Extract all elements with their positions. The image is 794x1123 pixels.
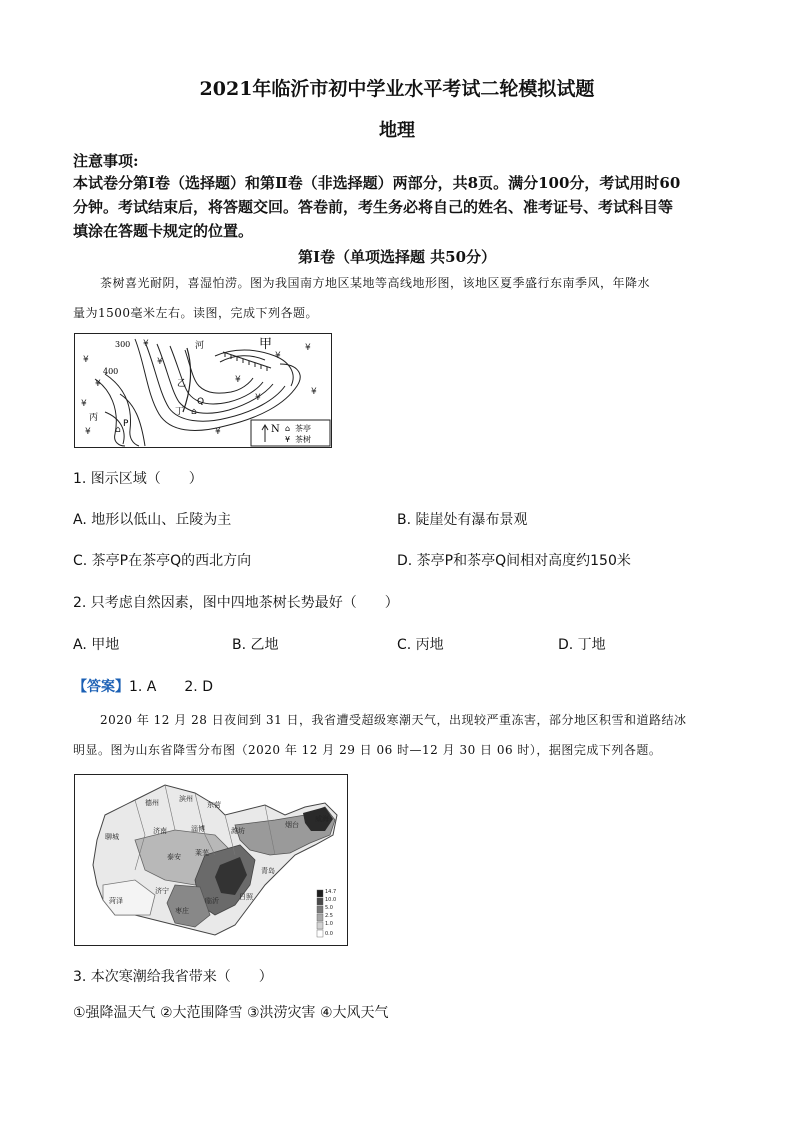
tea-tree-icon: ¥ — [235, 375, 241, 385]
notice-line: 填涂在答题卡规定的位置。 — [73, 222, 254, 240]
legend-swatch — [317, 914, 323, 921]
city-label: 东营 — [207, 801, 221, 809]
north-label: N — [271, 424, 280, 435]
legend-value: 10.0 — [325, 897, 337, 903]
contour-line — [105, 374, 139, 446]
city-label: 威海 — [315, 815, 329, 823]
answer-line — [73, 676, 213, 696]
legend-value: 14.7 — [325, 889, 337, 895]
city-label: 潍坊 — [231, 827, 245, 835]
question-3-stem: 3. 本次寒潮给我省带来（ ） — [73, 969, 273, 985]
city-label: 滨州 — [179, 795, 193, 803]
contour-map — [74, 333, 332, 448]
tea-tree-icon: ¥ — [305, 343, 311, 353]
tea-pavilion-legend-icon: ⌂ — [285, 424, 291, 433]
place-label-bing: 丙 — [89, 413, 99, 423]
city-label: 济南 — [153, 827, 167, 835]
tea-pavilion-icon: ⌂ — [191, 407, 197, 417]
contour-line — [215, 350, 293, 386]
city-label: 聊城 — [105, 833, 119, 841]
section-title: 第Ⅰ卷（单项选择题 共50分） — [297, 248, 497, 266]
legend-tea-tree: 茶树 — [295, 435, 311, 444]
tea-tree-icon: ¥ — [95, 379, 101, 389]
tea-tree-icon: ¥ — [83, 355, 89, 365]
contour-label-300: 300 — [115, 340, 131, 349]
city-label: 临沂 — [205, 897, 219, 905]
question-2-option-a: A. 甲地 — [73, 637, 120, 653]
point-label-q: Q — [197, 397, 205, 407]
legend-value: 0.0 — [325, 931, 333, 937]
city-label: 青岛 — [261, 867, 275, 875]
question-1-option-d: D. 茶亭P和茶亭Q间相对高度约150米 — [397, 553, 631, 569]
legend-value: 2.5 — [325, 913, 333, 919]
contour-line — [145, 342, 285, 421]
city-label: 淄博 — [191, 825, 205, 833]
legend-swatch — [317, 890, 323, 897]
tea-tree-icon: ¥ — [311, 387, 317, 397]
tea-tree-icon: ¥ — [275, 351, 281, 361]
question-1-option-b: B. 陡崖处有瀑布景观 — [397, 512, 528, 528]
question-3-choices: ①强降温天气 ②大范围降雪 ③洪涝灾害 ④大风天气 — [73, 1005, 389, 1021]
city-label: 枣庄 — [175, 907, 189, 915]
tea-pavilion-icon: ⌂ — [115, 425, 121, 435]
place-label-ding: 丁 — [175, 407, 185, 417]
question-2-option-b: B. 乙地 — [232, 637, 279, 653]
passage-2-line: 2020 年 12 月 28 日夜间到 31 日，我省遭受超级寒潮天气，出现较严重冻害，部分地区积雪和道路结冰 — [100, 713, 687, 727]
snowfall-map — [74, 774, 348, 946]
legend-value: 1.0 — [325, 921, 333, 927]
passage-1-line: 茶树喜光耐阴，喜湿怕涝。图为我国南方地区某地等高线地形图，该地区夏季盛行东南季风，年降水 — [100, 276, 651, 290]
city-label: 烟台 — [285, 821, 299, 829]
question-1-option-c: C. 茶亭P在茶亭Q的西北方向 — [73, 553, 252, 569]
notice-line: 本试卷分第Ⅰ卷（选择题）和第Ⅱ卷（非选择题）两部分，共8页。满分100分，考试用时60 — [73, 174, 681, 192]
river-label: 河 — [195, 341, 205, 351]
subject-title: 地理 — [379, 120, 415, 141]
place-label-jia: 甲 — [259, 337, 273, 352]
tea-tree-icon: ¥ — [85, 427, 91, 437]
tea-tree-icon: ¥ — [143, 339, 149, 349]
city-label: 济宁 — [155, 887, 169, 895]
question-2-option-c: C. 丙地 — [397, 637, 444, 653]
map-legend-box — [251, 420, 330, 446]
question-1-stem: 1. 图示区域（ ） — [73, 471, 203, 487]
contour-line — [170, 346, 263, 404]
legend-tea-pavilion: 茶亭 — [295, 424, 311, 433]
tea-tree-icon: ¥ — [157, 357, 163, 367]
notice-body — [73, 171, 725, 243]
legend-swatch — [317, 898, 323, 905]
question-1-option-a: A. 地形以低山、丘陵为主 — [73, 512, 232, 528]
city-label: 德州 — [145, 799, 159, 807]
tea-tree-legend-icon: ¥ — [285, 435, 291, 444]
page-title: 2021年临沂市初中学业水平考试二轮模拟试题 — [199, 78, 595, 100]
passage-1-line: 量为1500毫米左右。读图，完成下列各题。 — [73, 306, 319, 320]
place-label-yi: 乙 — [177, 379, 187, 389]
city-label: 泰安 — [167, 853, 181, 861]
snow-legend — [317, 889, 336, 937]
tea-tree-icon: ¥ — [81, 399, 87, 409]
legend-value: 5.0 — [325, 905, 333, 911]
contour-label-400: 400 — [103, 367, 119, 376]
city-label: 日照 — [239, 893, 253, 901]
city-label: 菏泽 — [109, 897, 123, 905]
tea-tree-icon: ¥ — [255, 393, 261, 403]
legend-swatch — [317, 922, 323, 929]
contour-line — [185, 350, 253, 393]
point-label-p: P — [123, 419, 129, 429]
city-label: 莱芜 — [195, 849, 209, 857]
answer-text: 1. A 2. D — [129, 679, 213, 695]
legend-swatch — [317, 930, 323, 937]
notice-line: 分钟。考试结束后，将答题交回。答卷前，考生务必将自己的姓名、准考证号、考试科目等 — [73, 198, 674, 216]
passage-2-line: 明显。图为山东省降雪分布图（2020 年 12 月 29 日 06 时—12 月 30 日 06 时），据图完成下列各题。 — [73, 743, 662, 757]
notice-heading: 注意事项: — [73, 152, 139, 170]
question-2-option-d: D. 丁地 — [558, 637, 606, 653]
question-2-stem: 2. 只考虑自然因素，图中四地茶树长势最好（ ） — [73, 595, 399, 611]
tea-tree-icon: ¥ — [215, 427, 221, 437]
answer-tag: 【答案】 — [73, 679, 129, 695]
legend-swatch — [317, 906, 323, 913]
